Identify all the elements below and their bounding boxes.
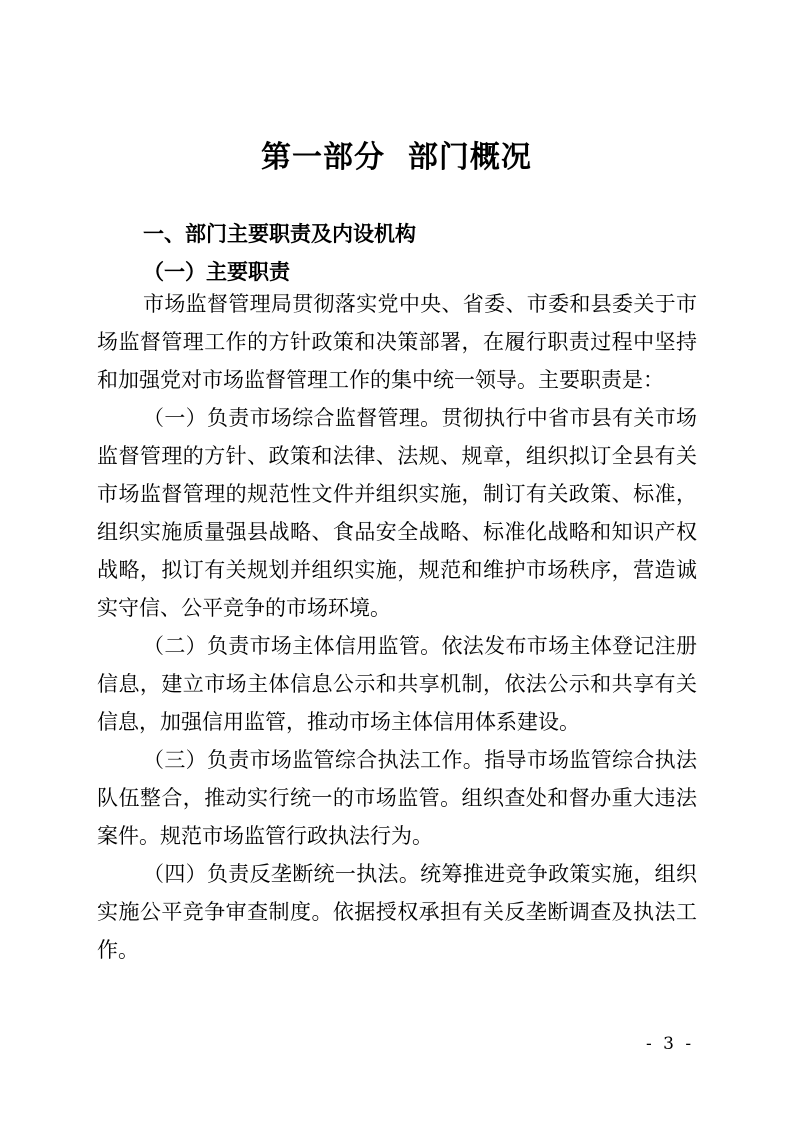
subsection-heading: （一）主要职责	[143, 259, 290, 284]
text-line: 作。	[97, 938, 139, 962]
text-line: 实施公平竞争审查制度。依据授权承担有关反垄断调查及执法工	[97, 900, 697, 924]
text-line: 信息，建立市场主体信息公示和共享机制，依法公示和共享有关	[97, 672, 697, 696]
text-line: 战略，拟订有关规划并组织实施，规范和维护市场秩序，营造诚	[97, 558, 697, 582]
text-line: 市场监督管理局贯彻落实党中央、省委、市委和县委关于市	[143, 292, 697, 316]
text-line: 实守信、公平竞争的市场环境。	[97, 596, 391, 620]
text-line: 组织实施质量强县战略、食品安全战略、标准化战略和知识产权	[97, 520, 697, 544]
text-line: 监督管理的方针、政策和法律、法规、规章，组织拟订全县有关	[97, 444, 697, 468]
text-line: 场监督管理工作的方针政策和决策部署，在履行职责过程中坚持	[97, 330, 697, 354]
text-line: 信息，加强信用监管，推动市场主体信用体系建设。	[97, 710, 580, 734]
text-line: 案件。规范市场监管行政执法行为。	[97, 824, 433, 848]
text-line: （四）负责反垄断统一执法。统筹推进竞争政策实施，组织	[143, 862, 697, 886]
text-line: 市场监督管理的规范性文件并组织实施，制订有关政策、标准，	[97, 482, 697, 506]
text-line: 队伍整合，推动实行统一的市场监管。组织查处和督办重大违法	[97, 786, 697, 810]
section-heading: 一、部门主要职责及内设机构	[143, 222, 416, 246]
text-line: （一）负责市场综合监督管理。贯彻执行中省市县有关市场	[143, 406, 697, 430]
text-line: 和加强党对市场监督管理工作的集中统一领导。主要职责是：	[97, 368, 664, 392]
text-line: （二）负责市场主体信用监管。依法发布市场主体登记注册	[143, 634, 697, 658]
page-number: - 3 -	[646, 1034, 695, 1054]
text-line: （三）负责市场监管综合执法工作。指导市场监管综合执法	[143, 748, 697, 772]
page-title: 第一部分 部门概况	[261, 140, 532, 175]
